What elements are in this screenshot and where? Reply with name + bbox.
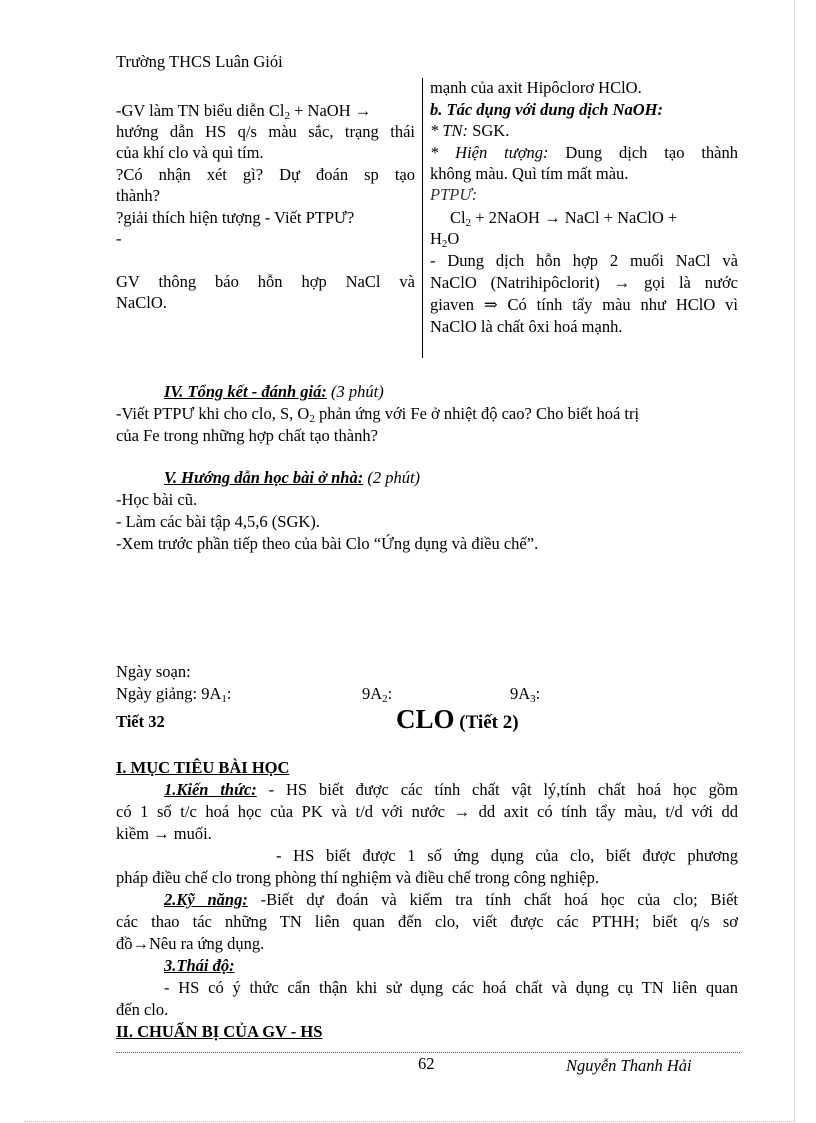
homework-item-3: -Xem trước phần tiếp theo của bài Clo “Ứng dụng và điều chế”. bbox=[116, 534, 539, 553]
attitude-line-1: - HS có ý thức cẩn thận khi sử dụng các hoá chất và dụng cụ TN liên quan bbox=[164, 978, 738, 997]
page-border-bottom bbox=[24, 1121, 794, 1122]
right-line-10: NaClO (Natrihipôclorit) → gọi là nước bbox=[430, 273, 738, 292]
attitude-line-2: đến clo. bbox=[116, 1000, 169, 1019]
prep-date: Ngày soạn: bbox=[116, 662, 191, 681]
knowledge-line-5: pháp điều chế clo trong phòng thí nghiệm và điều chế trong công nghiệp. bbox=[116, 868, 599, 887]
prep-heading: II. CHUẨN BỊ CỦA GV - HS bbox=[116, 1022, 323, 1041]
summary-heading: IV. Tổng kết - đánh giá: (3 phút) bbox=[164, 382, 384, 401]
left-line-1: -GV làm TN biểu diễn $Cl_2$ + NaOH → bbox=[116, 101, 372, 122]
left-line-7: - bbox=[116, 229, 122, 248]
skill-line-1: 2.Kỹ năng: -Biết dự đoán và kiểm tra tính chất hoá học của clo; Biết bbox=[164, 890, 738, 909]
left-line-8: GV thông báo hỗn hợp NaCl và bbox=[116, 272, 415, 291]
left-line-5: thành? bbox=[116, 186, 160, 205]
class-3: $9A_3$: bbox=[510, 684, 541, 705]
right-line-6: PTPƯ: bbox=[430, 185, 478, 204]
right-line-11: giaven ⇒ Có tính tẩy màu như HClO vì bbox=[430, 295, 738, 314]
right-equation: $Cl_2$ + 2NaOH → NaCl + NaClO + bbox=[450, 208, 678, 229]
right-line-8: $H_2O$ bbox=[430, 229, 460, 250]
author-name: Nguyễn Thanh Hải bbox=[566, 1056, 692, 1075]
left-line-3: của khí clo và quì tím. bbox=[116, 143, 264, 162]
homework-item-2: - Làm các bài tập 4,5,6 (SGK). bbox=[116, 512, 320, 531]
summary-line-2: của Fe trong những hợp chất tạo thành? bbox=[116, 426, 378, 445]
skill-line-2: các thao tác những TN liên quan đến clo, viết được các PTHH; biết q/s sơ bbox=[116, 912, 738, 931]
right-line-9: - Dung dịch hỗn hợp 2 muối NaCl và bbox=[430, 251, 738, 270]
attitude-label: 3.Thái độ: bbox=[164, 956, 235, 975]
left-line-4: ?Có nhận xét gì? Dự đoán sp tạo bbox=[116, 165, 415, 184]
page-border-right bbox=[794, 0, 795, 1121]
teach-date: Ngày giảng: $9A_1$: bbox=[116, 684, 232, 705]
knowledge-line-4: - HS biết được 1 số ứng dụng của clo, biết được phương bbox=[276, 846, 738, 865]
class-2: $9A_2$: bbox=[362, 684, 393, 705]
homework-item-1: -Học bài cũ. bbox=[116, 490, 198, 509]
page-number: 62 bbox=[418, 1054, 435, 1073]
right-line-5: không màu. Quì tím mất màu. bbox=[430, 164, 629, 183]
right-line-4: * Hiện tượng: Dung dịch tạo thành bbox=[430, 143, 738, 162]
homework-heading: V. Hướng dẫn học bài ở nhà: (2 phút) bbox=[164, 468, 421, 487]
left-line-9: NaClO. bbox=[116, 293, 167, 312]
knowledge-line-1: 1.Kiến thức: - HS biết được các tính chất vật lý,tính chất hoá học gồm bbox=[164, 780, 738, 799]
skill-line-3: đồ→Nêu ra ứng dụng. bbox=[116, 934, 265, 953]
lesson-title: CLO (Tiết 2) bbox=[396, 704, 519, 734]
knowledge-line-2: có 1 số t/c hoá học của PK và t/d với nước → dd axit có tính tẩy màu, t/d với dd bbox=[116, 802, 738, 821]
left-line-6: ?giải thích hiện tượng - Viết PTPƯ? bbox=[116, 208, 355, 227]
right-subheading: b. Tác dụng với dung dịch NaOH: bbox=[430, 100, 663, 119]
right-line-3: * TN: SGK. bbox=[430, 121, 510, 140]
knowledge-line-3: kiềm → muối. bbox=[116, 824, 212, 843]
period-number: Tiết 32 bbox=[116, 712, 165, 731]
summary-line-1: -Viết PTPƯ khi cho clo, S, $O_2$ phản ứng với Fe ở nhiệt độ cao? Cho biết hoá trị bbox=[116, 404, 640, 425]
school-header: Trường THCS Luân Giói bbox=[116, 52, 283, 71]
left-line-2: hướng dẫn HS q/s màu sắc, trạng thái bbox=[116, 122, 415, 141]
right-line-1: mạnh của axit Hipôclorơ HClO. bbox=[430, 78, 642, 97]
column-divider bbox=[422, 78, 423, 358]
objectives-heading: I. MỤC TIÊU BÀI HỌC bbox=[116, 758, 290, 777]
footer-rule bbox=[116, 1052, 740, 1053]
right-line-12: NaClO là chất ôxi hoá mạnh. bbox=[430, 317, 623, 336]
